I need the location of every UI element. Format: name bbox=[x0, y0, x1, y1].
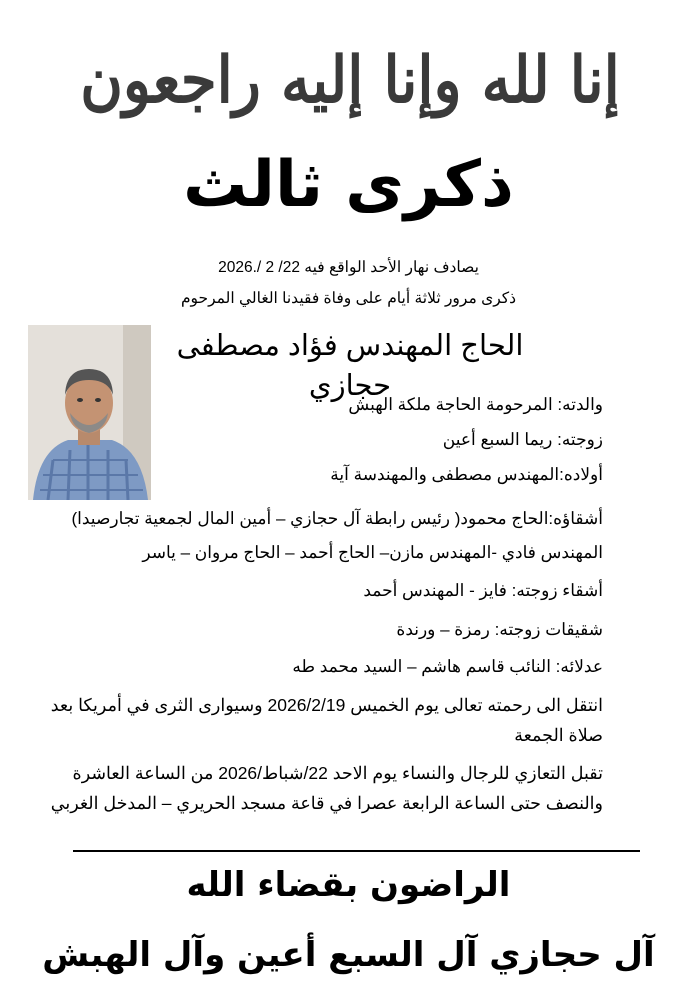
family-children: أولاده:المهندس مصطفى والمهندسة آية bbox=[330, 465, 603, 484]
family-wife: زوجته: ريما السبع أعين bbox=[442, 430, 603, 449]
family-brothers: أشقاؤه:الحاج محمود( رئيس رابطة آل حجازي – أمين المال لجمعية تجارصيدا) bbox=[71, 509, 603, 528]
footer-line-2: آل حجازي آل السبع أعين وآل الهبش bbox=[42, 935, 655, 975]
divider bbox=[73, 850, 640, 852]
deceased-photo bbox=[28, 325, 151, 500]
condolences-paragraph: تقبل التعازي للرجال والنساء يوم الاحد 22/شباط/2026 من الساعة العاشرة والنصف حتى الساعة الرابعة عصرا في قاعة مسجد الحريري – المدخل الغربي bbox=[50, 763, 603, 813]
family-wife-brothers: أشقاء زوجته: فايز - المهندس أحمد bbox=[363, 581, 603, 600]
burial-paragraph: انتقل الى رحمته تعالى يوم الخميس 2026/2/19 وسيوارى الثرى في أمريكا بعد صلاة الجمعة bbox=[50, 695, 603, 745]
deceased-name: الحاج المهندس فؤاد مصطفى حجازي bbox=[176, 330, 524, 402]
family-mother: والدته: المرحومة الحاجة ملكة الهبش bbox=[348, 395, 603, 414]
family-brothers-cont: المهندس فادي -المهندس مازن– الحاج أحمد – الحاج مروان – ياسر bbox=[142, 543, 603, 562]
remembrance-line: ذكرى مرور ثلاثة أيام على وفاة فقيدنا الغالي المرحوم bbox=[180, 290, 517, 307]
footer-line-1: الراضون بقضاء الله bbox=[186, 865, 511, 905]
page-title: ذكرى ثالث bbox=[183, 148, 514, 222]
calligraphy-header: إنا لله وإنا إليه راجعون bbox=[80, 42, 620, 118]
family-wife-sisters: شقيقات زوجته: رمزة – ورندة bbox=[396, 620, 603, 639]
family-in-laws: عدلائه: النائب قاسم هاشم – السيد محمد طه bbox=[292, 657, 603, 676]
date-line: يصادف نهار الأحد الواقع فيه 22/ 2 /.2026 bbox=[218, 259, 479, 276]
